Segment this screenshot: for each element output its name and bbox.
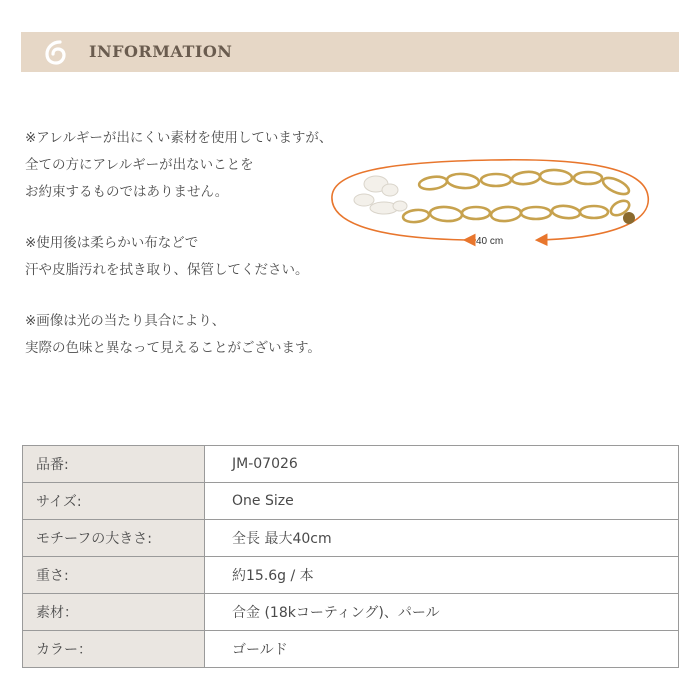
note-color [25,308,332,362]
measure-arc [332,160,648,240]
measure-label: 40 cm [476,236,504,247]
note-line: お約束するものではありません。 [25,184,229,200]
spec-value: 全長 最大40cm [205,520,679,557]
note-line: 全ての方にアレルギーが出ないことを [25,157,254,173]
note-line: ※画像は光の当たり具合により、 [25,313,226,329]
clasp [623,212,635,224]
spec-label: サイズ: [23,483,205,520]
spec-label: 品番: [23,446,205,483]
spec-label: モチーフの大きさ: [23,520,205,557]
note-line: ※使用後は柔らかい布などで [25,235,199,251]
spec-value: JM-07026 [205,446,679,483]
care-notes [25,125,332,386]
bracelet-illustration [326,150,656,254]
table-row [23,631,679,668]
note-allergy [25,125,332,206]
spec-value: 約15.6g / 本 [205,557,679,594]
spec-value: 合金 (18kコーティング)、パール [205,594,679,631]
note-care [25,230,332,284]
note-line: 実際の色味と異なって見えることがございます。 [25,340,321,356]
spec-label: 素材： [23,594,205,631]
info-header [21,32,679,72]
table-row [23,594,679,631]
spec-label: 重さ: [23,557,205,594]
table-row [23,483,679,520]
section-title: INFORMATION [89,42,233,61]
note-line: 汗や皮脂汚れを拭き取り、保管してください。 [25,262,309,278]
spec-label: カラー： [23,631,205,668]
swirl-logo-icon [43,39,69,65]
table-row [23,557,679,594]
spec-value: One Size [205,483,679,520]
spec-value: ゴールド [205,631,679,668]
note-line: ※アレルギーが出にくい素材を使用していますが、 [25,130,333,146]
spec-table [22,445,679,668]
table-row [23,446,679,483]
table-row [23,520,679,557]
